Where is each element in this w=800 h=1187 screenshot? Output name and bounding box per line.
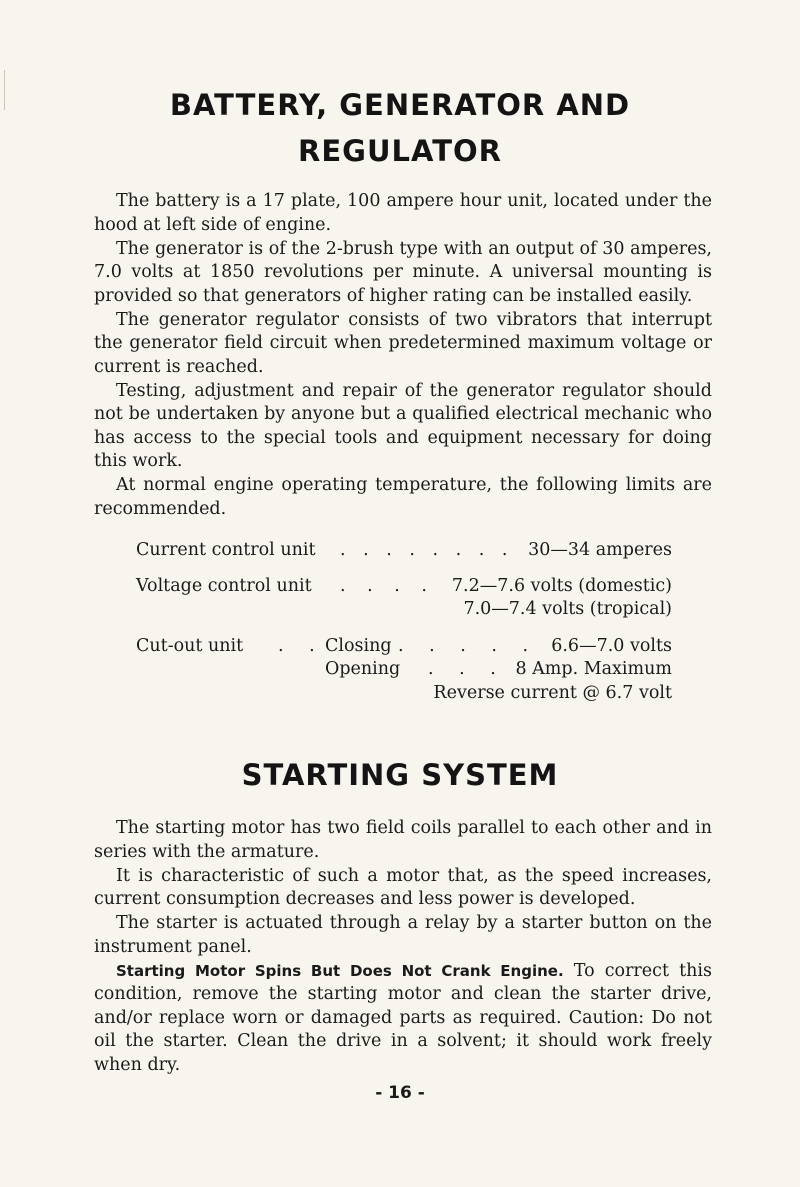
spec-leader-dots: . . . . .: [398, 636, 539, 656]
spec-value-reverse-current: Reverse current @ 6.7 volt: [433, 683, 672, 703]
battery-section-body: [94, 190, 712, 522]
paragraph: [94, 960, 712, 1078]
page-number: - 16 -: [375, 1083, 425, 1103]
paragraph: The generator is of the 2-brush type with an output of 30 amperes, 7.0 volts at 1850 revolutions per minute. A universal mounting is provided so that generators of higher rating can be installed easily.: [94, 238, 712, 306]
spec-leader-dots: . . .: [428, 659, 506, 679]
spec-value-voltage-domestic: 7.2—7.6 volts (domestic): [451, 576, 672, 596]
section-title-line2: REGULATOR: [298, 134, 502, 168]
spec-label-opening: Opening: [325, 659, 401, 679]
paragraph: Testing, adjustment and repair of the generator regulator should not be undertaken by anyone but a qualified electrical mechanic who has access to the special tools and equipment necessary for doing this work.: [94, 380, 712, 471]
spec-value-current: 30—34 amperes: [528, 540, 672, 560]
paragraph: The starter is actuated through a relay by a starter button on the instrument panel.: [94, 913, 712, 957]
paragraph-text: To correct this condition, remove the starting motor and clean the starter drive, and/or replace worn or damaged parts as required. Caution: Do not oil the starter. Clean the drive in a solvent; it should work freely when dry.: [94, 960, 712, 1075]
spec-value-opening: 8 Amp. Maximum: [515, 659, 672, 679]
spec-leader-dots: . .: [278, 636, 325, 656]
spec-leader-dots: . . . .: [340, 576, 435, 596]
section-title-line1: BATTERY, GENERATOR AND: [169, 88, 631, 122]
paragraph: The starting motor has two field coils parallel to each other and in series with the armature.: [94, 818, 712, 862]
spec-value-closing: 6.6—7.0 volts: [551, 636, 672, 656]
spec-leader-dots: . . . . . . . .: [340, 540, 514, 560]
spec-value-voltage-tropical: 7.0—7.4 volts (tropical): [463, 599, 672, 619]
bold-lead-heading: Starting Motor Spins But Does Not Crank Engine.: [116, 961, 564, 980]
spec-label-current: Current control unit: [136, 540, 316, 560]
paragraph: At normal engine operating temperature, the following limits are recommended.: [94, 475, 712, 519]
starting-system-title: STARTING SYSTEM: [241, 758, 559, 792]
paragraph: The generator regulator consists of two vibrators that interrupt the generator field circuit when predetermined maximum voltage or current is reached.: [94, 309, 712, 377]
paragraph: It is characteristic of such a motor that, as the speed increases, current consumption decreases and less power is developed.: [94, 865, 712, 909]
paragraph: The battery is a 17 plate, 100 ampere hour unit, located under the hood at left side of engine.: [94, 191, 712, 235]
spec-label-cutout: Cut-out unit: [136, 636, 244, 656]
spec-label-closing: Closing: [325, 636, 392, 656]
starting-section-body: [94, 817, 712, 1078]
spec-label-voltage: Voltage control unit: [136, 576, 312, 596]
